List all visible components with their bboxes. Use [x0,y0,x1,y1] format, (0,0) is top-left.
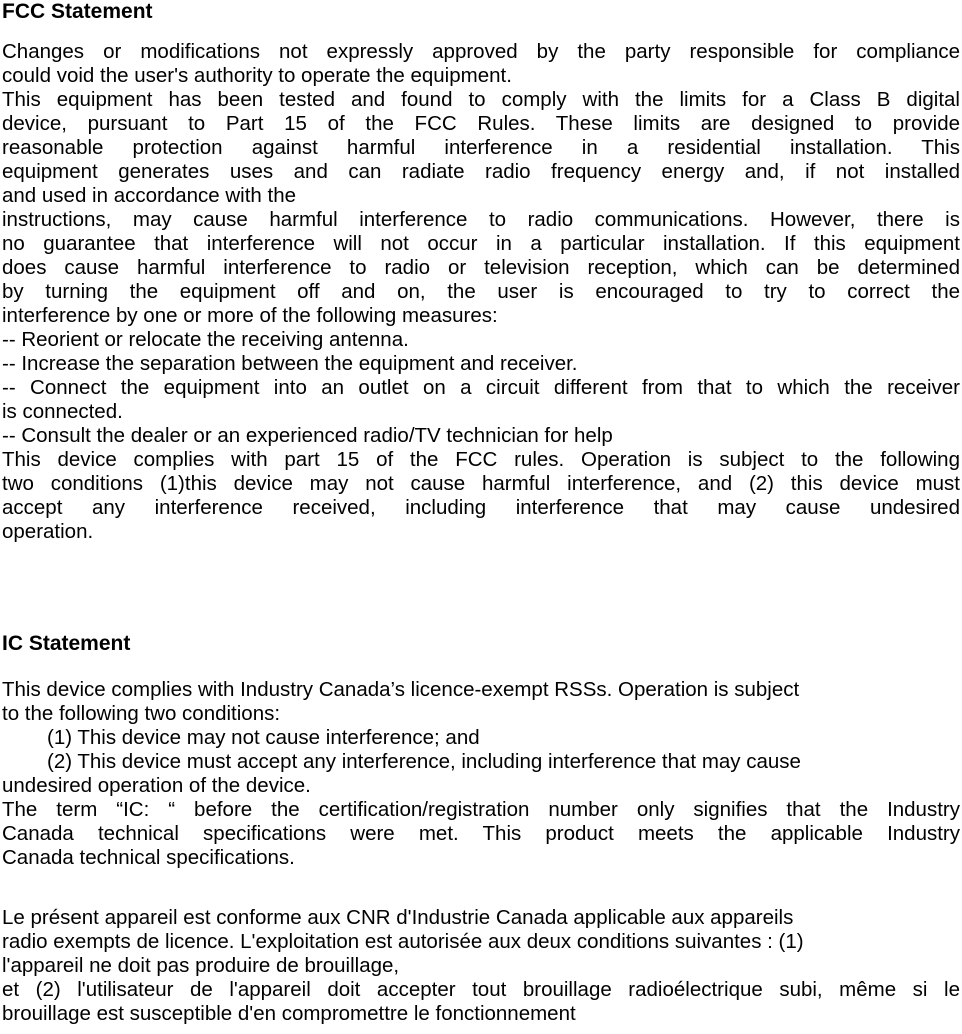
fcc-measure: -- Reorient or relocate the receiving antenna. [2,328,409,351]
ic-french-line: brouillage est susceptible d'en compromettre le fonctionnement [2,1002,576,1025]
fcc-line: could void the user's authority to operate the equipment. [2,64,512,87]
fcc-body [2,40,960,544]
ic-line: undesired operation of the device. [2,774,311,797]
fcc-line: instructions, may cause harmful interference to radio communications. However, there is [2,208,960,231]
ic-french-body [2,906,960,1026]
ic-condition: (1) This device may not cause interference; and [47,726,480,749]
fcc-line: interference by one or more of the following measures: [2,304,498,327]
ic-line: The term “IC: “ before the certification/registration number only signifies that the Industry [2,798,960,821]
fcc-line: two conditions (1)this device may not cause harmful interference, and (2) this device must [2,472,960,495]
ic-french-line: et (2) l'utilisateur de l'appareil doit accepter tout brouillage radioélectrique subi, même si le [2,978,960,1001]
fcc-heading: FCC Statement [2,0,153,23]
ic-french-line: l'appareil ne doit pas produire de brouillage, [2,954,400,977]
ic-heading: IC Statement [2,632,131,655]
ic-line: Canada technical specifications. [2,846,295,869]
fcc-line: reasonable protection against harmful interference in a residential installation. This [2,136,960,159]
fcc-line: This equipment has been tested and found to comply with the limits for a Class B digital [2,88,960,111]
ic-line: to the following two conditions: [2,702,281,725]
fcc-line: and used in accordance with the [2,184,297,207]
fcc-line: accept any interference received, including interference that may cause undesired [2,496,960,519]
fcc-line: is connected. [2,400,123,423]
fcc-line: device, pursuant to Part 15 of the FCC Rules. These limits are designed to provide [2,112,960,135]
fcc-line: no guarantee that interference will not occur in a particular installation. If this equipment [2,232,960,255]
fcc-line: This device complies with part 15 of the FCC rules. Operation is subject to the following [2,448,960,471]
ic-line: This device complies with Industry Canada’s licence-exempt RSSs. Operation is subject [2,678,800,701]
fcc-measure: -- Increase the separation between the equipment and receiver. [2,352,578,375]
ic-french-line: Le présent appareil est conforme aux CNR d'Industrie Canada applicable aux appareils [2,906,794,929]
fcc-line: by turning the equipment off and on, the user is encouraged to try to correct the [2,280,960,303]
fcc-measure: -- Connect the equipment into an outlet on a circuit different from that to which the receiver [2,376,960,399]
fcc-line: equipment generates uses and can radiate radio frequency energy and, if not installed [2,160,960,183]
fcc-line: operation. [2,520,94,543]
fcc-line: does cause harmful interference to radio or television reception, which can be determined [2,256,960,279]
fcc-line: Changes or modifications not expressly approved by the party responsible for compliance [2,40,960,63]
ic-body [2,678,960,870]
ic-line: Canada technical specifications were met. This product meets the applicable Industry [2,822,960,845]
ic-condition: (2) This device must accept any interference, including interference that may cause [47,750,801,773]
ic-french-line: radio exempts de licence. L'exploitation est autorisée aux deux conditions suivantes : (1) [2,930,804,953]
fcc-measure: -- Consult the dealer or an experienced radio/TV technician for help [2,424,613,447]
